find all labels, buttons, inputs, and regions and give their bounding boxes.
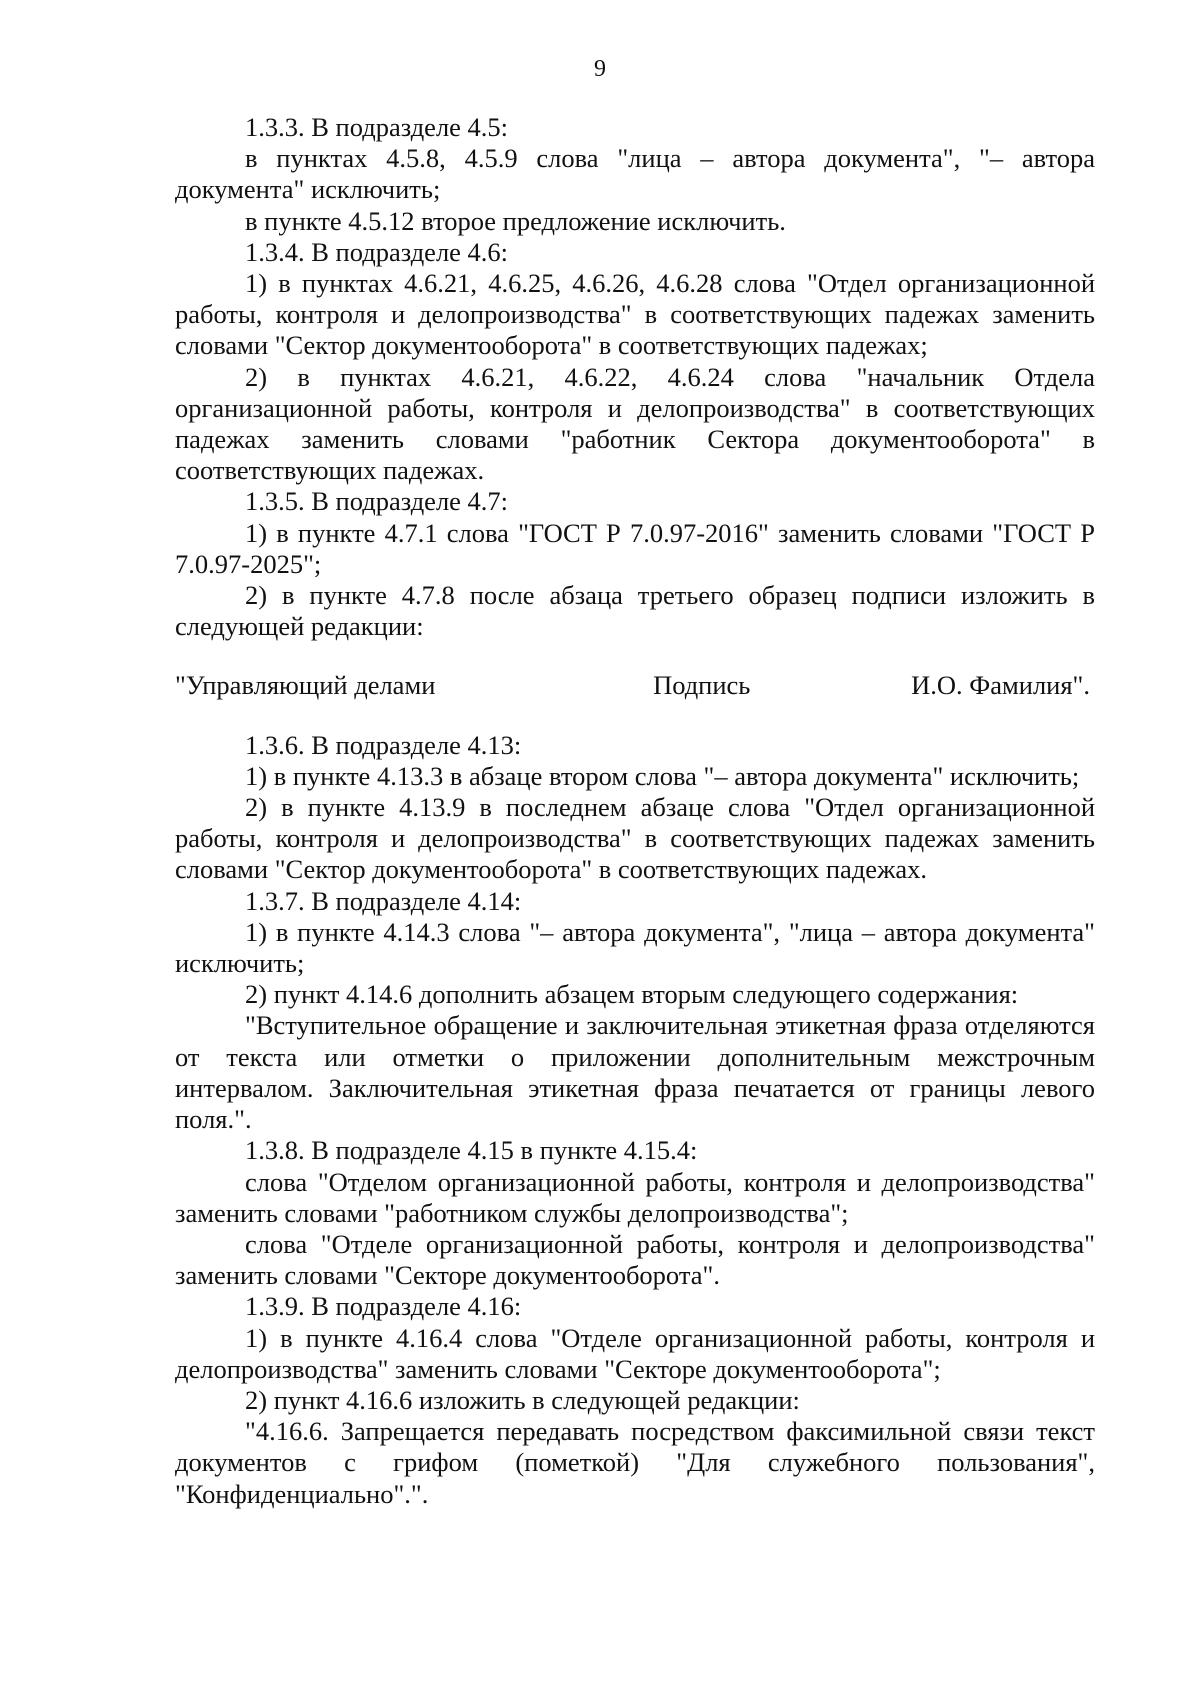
paragraph: 1.3.7. В подразделе 4.14:: [245, 885, 522, 916]
signature-sample: [175, 670, 1095, 701]
paragraph: 2) в пункте 4.7.8 после абзаца третьего образец подписи изложить в следующей редакции:: [175, 580, 1095, 642]
paragraph: в пункте 4.5.12 второе предложение исключить.: [245, 205, 786, 236]
paragraph: 1.3.6. В подразделе 4.13:: [245, 729, 522, 760]
paragraph: 1.3.5. В подразделе 4.7:: [245, 486, 509, 517]
paragraph: 2) в пункте 4.13.9 в последнем абзаце слова "Отдел организационной работы, контроля и делопроизводства" в соответствующих падежах заменить словами "Сектор документооборота" в соответствующих падежах.: [175, 792, 1095, 885]
paragraph: слова "Отделе организационной работы, контроля и делопроизводства" заменить словами "Секторе документооборота".: [175, 1228, 1095, 1291]
paragraph: "Вступительное обращение и заключительная этикетная фраза отделяются от текста или отметки о приложении дополнительным межстрочным интервалом. Заключительная этикетная фраза печатается от границы левого поля.".: [175, 1010, 1095, 1135]
paragraph: слова "Отделом организационной работы, контроля и делопроизводства" заменить словами "работником службы делопроизводства";: [175, 1166, 1095, 1228]
paragraph: 1) в пункте 4.13.3 в абзаце втором слова "– автора документа" исключить;: [245, 760, 1080, 791]
paragraph: 2) пункт 4.14.6 дополнить абзацем вторым следующего содержания:: [245, 979, 1019, 1010]
paragraph: 2) пункт 4.16.6 изложить в следующей редакции:: [245, 1384, 800, 1415]
paragraph: "4.16.6. Запрещается передавать посредством факсимильной связи текст документов с грифом (пометкой) "Для служебного пользования", "Конфиденциально".".: [175, 1416, 1095, 1509]
paragraph: 1.3.3. В подразделе 4.5:: [245, 112, 509, 142]
signature-name: И.О. Фамилия".: [911, 670, 1090, 701]
paragraph: в пунктах 4.5.8, 4.5.9 слова "лица – автора документа", "– автора документа" исключить;: [175, 143, 1095, 205]
signature-sign: Подпись: [653, 670, 751, 701]
page-number: 9: [594, 56, 606, 82]
paragraph: 1.3.9. В подразделе 4.16:: [245, 1291, 522, 1322]
paragraph: 1) в пункте 4.7.1 слова "ГОСТ Р 7.0.97-2016" заменить словами "ГОСТ Р 7.0.97-2025";: [175, 517, 1095, 579]
paragraph: 1) в пункте 4.14.3 слова "– автора документа", "лица – автора документа" исключить;: [175, 916, 1095, 979]
paragraph: 1.3.4. В подразделе 4.6:: [245, 236, 509, 267]
paragraph: 1) в пункте 4.16.4 слова "Отделе организационной работы, контроля и делопроизводства" заменить словами "Секторе документооборота";: [175, 1322, 1095, 1384]
paragraph: 2) в пунктах 4.6.21, 4.6.22, 4.6.24 слова "начальник Отдела организационной работы, контроля и делопроизводства" в соответствующих падежах заменить словами "работник Сектора документооборота" в соответствующих падежах.: [175, 361, 1095, 486]
paragraph: 1) в пунктах 4.6.21, 4.6.25, 4.6.26, 4.6.28 слова "Отдел организационной работы, контроля и делопроизводства" в соответствующих падежах заменить словами "Сектор документооборота" в соответствующих падежах;: [175, 268, 1095, 361]
paragraph: 1.3.8. В подразделе 4.15 в пункте 4.15.4:: [245, 1135, 698, 1166]
signature-role: "Управляющий делами: [175, 670, 436, 701]
document-body: [175, 112, 1095, 1510]
